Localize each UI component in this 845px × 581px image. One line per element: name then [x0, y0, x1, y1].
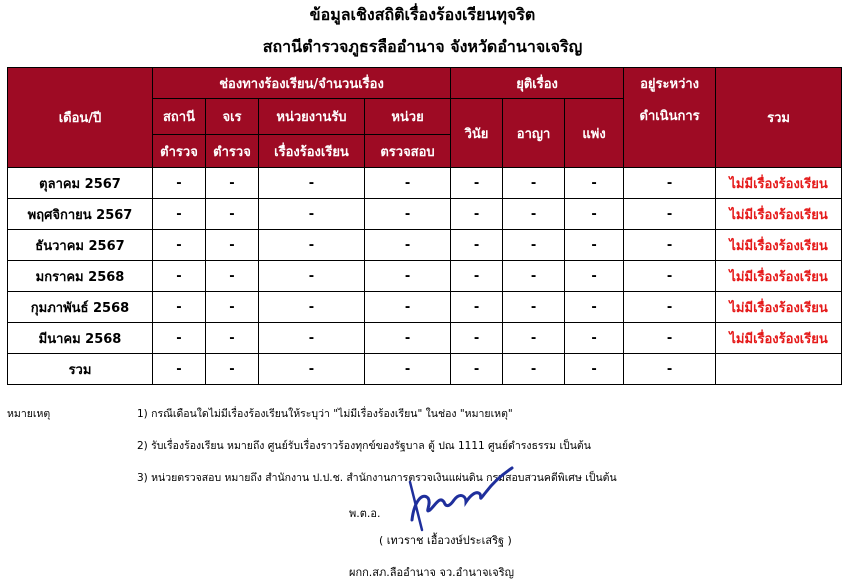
value-cell: -	[259, 354, 365, 385]
value-cell: -	[259, 230, 365, 261]
signer-position: ผกก.สภ.ลืออำนาจ จว.อำนาจเจริญ	[349, 566, 515, 579]
header-channel-station-line2: ตำรวจ	[153, 135, 206, 168]
document-title: ข้อมูลเชิงสถิติเรื่องร้องเรียนทุจริต	[309, 5, 536, 24]
value-cell: -	[451, 292, 503, 323]
value-cell: -	[451, 323, 503, 354]
value-cell: -	[259, 261, 365, 292]
value-cell: -	[503, 230, 565, 261]
value-cell: -	[451, 261, 503, 292]
value-cell: -	[365, 199, 451, 230]
value-cell: -	[365, 230, 451, 261]
value-cell: -	[565, 261, 624, 292]
header-pending: อยู่ระหว่าง	[624, 68, 716, 99]
table-row-total	[8, 354, 842, 385]
document-subtitle: สถานีตำรวจภูธรลืออำนาจ จังหวัดอำนาจเจริญ	[262, 37, 583, 56]
signer-rank: พ.ต.อ.	[349, 507, 381, 520]
total-cell: ไม่มีเรื่องร้องเรียน	[716, 261, 842, 292]
total-cell: ไม่มีเรื่องร้องเรียน	[716, 292, 842, 323]
value-cell: -	[624, 168, 716, 199]
total-cell: ไม่มีเรื่องร้องเรียน	[716, 168, 842, 199]
value-cell: -	[206, 354, 259, 385]
value-cell: -	[624, 354, 716, 385]
value-cell: -	[565, 199, 624, 230]
note-item-1: 1) กรณีเดือนใดไม่มีเรื่องร้องเรียนให้ระบุว่า "ไม่มีเรื่องร้องเรียน" ในช่อง "หมายเหตุ"	[137, 408, 513, 420]
value-cell: -	[153, 323, 206, 354]
value-cell: -	[624, 323, 716, 354]
value-cell: -	[503, 261, 565, 292]
value-cell: -	[153, 354, 206, 385]
month-cell: ตุลาคม 2567	[8, 168, 153, 199]
header-month: เดือน/ปี	[8, 68, 153, 168]
header-channels-group: ช่องทางร้องเรียน/จำนวนเรื่อง	[153, 68, 451, 99]
value-cell: -	[565, 354, 624, 385]
total-cell	[716, 354, 842, 385]
value-cell: -	[565, 292, 624, 323]
total-cell: ไม่มีเรื่องร้องเรียน	[716, 199, 842, 230]
value-cell: -	[365, 261, 451, 292]
value-cell: -	[206, 261, 259, 292]
value-cell: -	[624, 199, 716, 230]
value-cell: -	[259, 168, 365, 199]
value-cell: -	[206, 168, 259, 199]
header-terminated-criminal: อาญา	[503, 99, 565, 168]
value-cell: -	[503, 168, 565, 199]
total-cell: ไม่มีเรื่องร้องเรียน	[716, 323, 842, 354]
header-total: รวม	[716, 68, 842, 168]
value-cell: -	[565, 168, 624, 199]
complaint-statistics-table	[7, 67, 842, 385]
handwritten-signature	[400, 462, 520, 532]
value-cell: -	[365, 323, 451, 354]
value-cell: -	[451, 354, 503, 385]
value-cell: -	[206, 292, 259, 323]
table-row	[8, 323, 842, 354]
value-cell: -	[153, 230, 206, 261]
table-row	[8, 261, 842, 292]
header-terminated-group: ยุติเรื่อง	[451, 68, 624, 99]
value-cell: -	[624, 261, 716, 292]
value-cell: -	[259, 323, 365, 354]
month-cell: พฤศจิกายน 2567	[8, 199, 153, 230]
value-cell: -	[259, 199, 365, 230]
value-cell: -	[206, 199, 259, 230]
total-cell: ไม่มีเรื่องร้องเรียน	[716, 230, 842, 261]
value-cell: -	[503, 323, 565, 354]
header-terminated-discipline: วินัย	[451, 99, 503, 168]
table-row	[8, 199, 842, 230]
note-item-3: 3) หน่วยตรวจสอบ หมายถึง สำนักงาน ป.ป.ช. สำนักงานการตรวจเงินแผ่นดิน กรมสอบสวนคดีพิเศษ เป็นต้น	[137, 472, 617, 484]
month-cell: ธันวาคม 2567	[8, 230, 153, 261]
value-cell: -	[451, 230, 503, 261]
header-channel-inspector-line2: ตำรวจ	[206, 135, 259, 168]
value-cell: -	[624, 292, 716, 323]
value-cell: -	[451, 168, 503, 199]
value-cell: -	[206, 323, 259, 354]
value-cell: -	[624, 230, 716, 261]
table-row	[8, 230, 842, 261]
header-pending-line2: ดำเนินการ	[624, 99, 716, 168]
header-channel-audit-unit-line2: ตรวจสอบ	[365, 135, 451, 168]
notes-label: หมายเหตุ	[7, 408, 51, 420]
header-channel-audit-unit: หน่วย	[365, 99, 451, 135]
value-cell: -	[451, 199, 503, 230]
signer-name: ( เทวราช เอื้อวงษ์ประเสริฐ )	[379, 534, 512, 547]
value-cell: -	[565, 323, 624, 354]
table-body	[8, 168, 842, 385]
month-cell: กุมภาพันธ์ 2568	[8, 292, 153, 323]
note-item-2: 2) รับเรื่องร้องเรียน หมายถึง ศูนย์รับเรื่องราวร้องทุกข์ของรัฐบาล ตู้ ปณ 1111 ศูนย์ดำรงธรรม เป็นต้น	[137, 440, 591, 452]
value-cell: -	[153, 292, 206, 323]
header-channel-complaint-center: หน่วยงานรับ	[259, 99, 365, 135]
value-cell: -	[365, 354, 451, 385]
value-cell: -	[206, 230, 259, 261]
header-channel-complaint-center-line2: เรื่องร้องเรียน	[259, 135, 365, 168]
table-row	[8, 292, 842, 323]
header-channel-station: สถานี	[153, 99, 206, 135]
sum-label: รวม	[8, 354, 153, 385]
value-cell: -	[365, 292, 451, 323]
value-cell: -	[153, 168, 206, 199]
value-cell: -	[365, 168, 451, 199]
value-cell: -	[565, 230, 624, 261]
value-cell: -	[259, 292, 365, 323]
value-cell: -	[503, 292, 565, 323]
month-cell: มกราคม 2568	[8, 261, 153, 292]
value-cell: -	[153, 261, 206, 292]
month-cell: มีนาคม 2568	[8, 323, 153, 354]
header-terminated-civil: แพ่ง	[565, 99, 624, 168]
value-cell: -	[503, 354, 565, 385]
header-channel-inspector: จเร	[206, 99, 259, 135]
value-cell: -	[153, 199, 206, 230]
value-cell: -	[503, 199, 565, 230]
table-row	[8, 168, 842, 199]
